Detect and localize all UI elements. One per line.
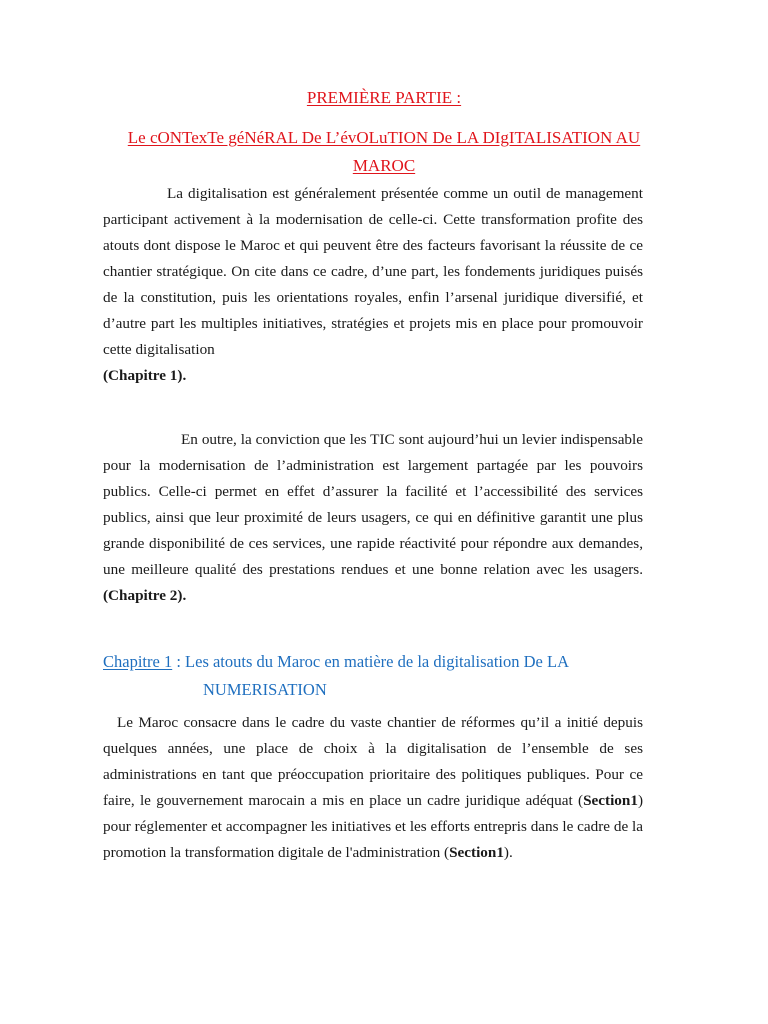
paragraph-text-a: Le Maroc consacre dans le cadre du vaste chantier de réformes qu’il a initié depuis quelques années, une place de choix à la digitalisation de l’ensemble de ses administrations en tant que préoccupation prioritaire des politiques publiques. Pour ce faire, le gouvernement marocain a mis en place un cadre juridique adéquat ( [103,714,643,809]
paragraph-text: En outre, la conviction que les TIC sont aujourd’hui un levier indispensable pour la modernisation de l’administration est largement partagée par les pouvoirs publics. Celle-ci permet en effet d’assurer la facilité et l’accessibilité des services publics, ainsi que leur proximité de leurs usagers, ce qui en définitive garantit une plus grande disponibilité de ces services, une rapide réactivité pour répondre aux demandes, une meilleure qualité des prestations rendues et une bonne relation avec les usagers. [103,431,643,578]
chapter-title-text: : Les atouts du Maroc en matière de la digitalisation De LA [176,652,570,671]
section-reference: Section1 [449,844,504,861]
paragraph-text-b: ) pour réglementer et accompagner les initiatives et les efforts entrepris dans le cadre de la promotion la transformation digitale de l'administration ( [103,792,643,861]
chapter-reference: (Chapitre 2). [103,587,187,604]
chapter-label: Chapitre 1 [103,652,173,671]
section-reference: Section1 [583,792,638,809]
part-title: PREMIÈRE PARTIE : [306,88,462,107]
chapter-heading [103,648,663,704]
paragraph-maroc [103,710,643,866]
paragraph-tic [103,427,643,609]
main-title: Le cONTexTe géNéRAL De L’évOLuTION De LA DIgITALISATION AU MAROC [127,128,641,175]
paragraph-text: La digitalisation est généralement présentée comme un outil de management participant activement à la modernisation de celle-ci. Cette transformation profite des atouts dont dispose le Maroc et qui peuvent être des facteurs favorisant la réussite de ce chantier stratégique. On cite dans ce cadre, d’une part, les fondements juridiques puisés de la constitution, puis les orientations royales, enfin l’arsenal juridique diversifié, et d’autre part les multiples initiatives, stratégies et projets mis en place pour promouvoir cette digitalisation [103,185,643,358]
chapter-title-line2: NUMERISATION [203,680,327,699]
paragraph-text-c: ). [503,844,513,861]
chapter-reference: (Chapitre 1). [103,367,187,384]
paragraph-intro [103,181,643,389]
